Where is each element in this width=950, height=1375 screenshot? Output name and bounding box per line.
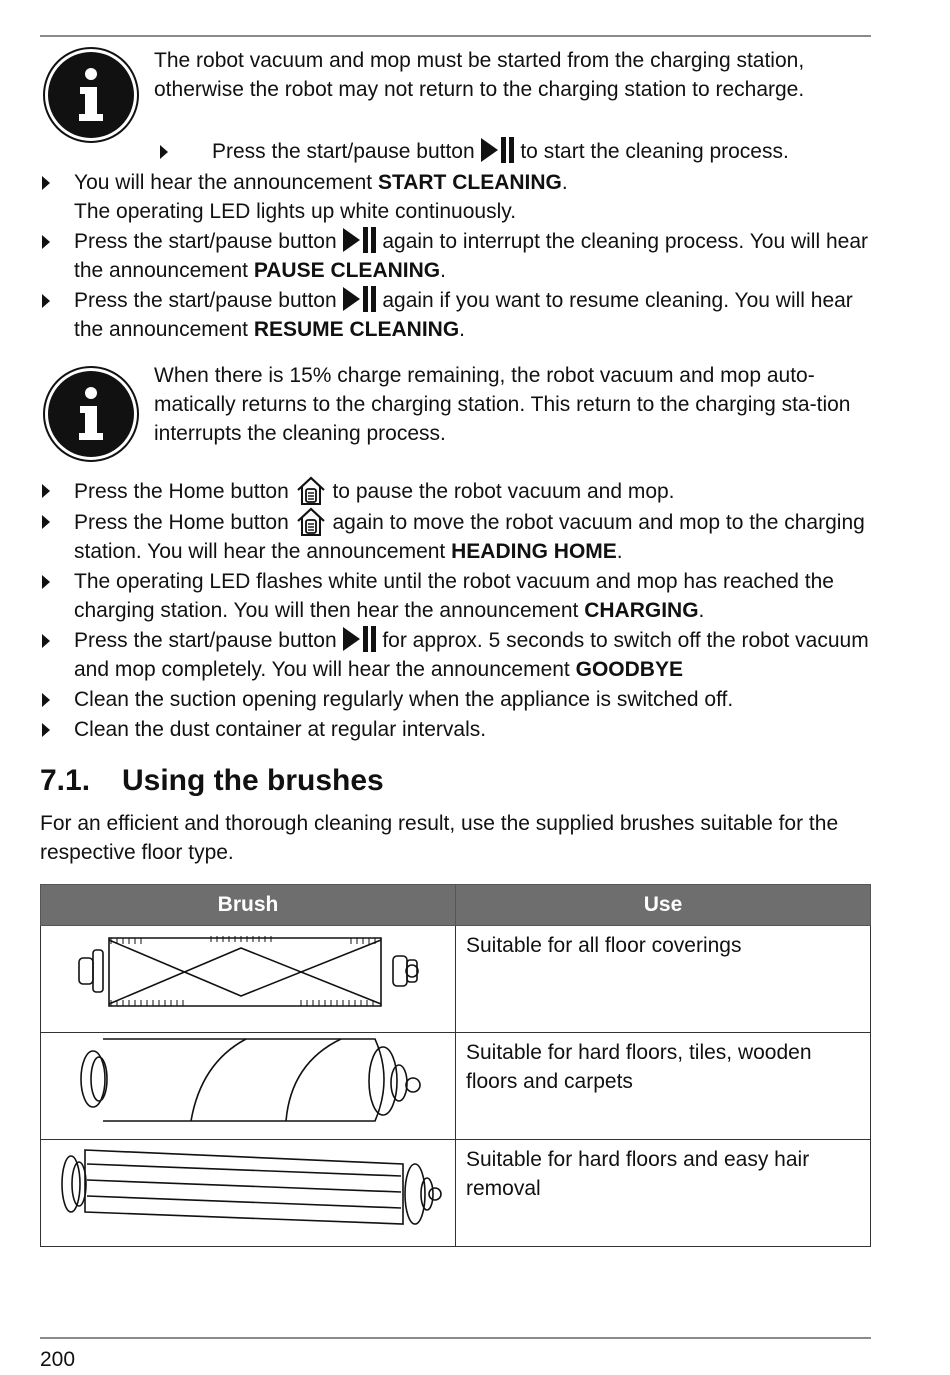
brush-use-text: Suitable for all floor coverings [456, 926, 871, 1033]
item-text-line2: The operating LED lights up white continuously. [74, 200, 517, 223]
item-text-after-icon: again to move the robot vacuum and mop to the charging station. You will hear the announcement [74, 511, 865, 563]
brush-use-text: Suitable for hard floors, tiles, wooden floors and carpets [456, 1033, 871, 1140]
instruction-list-1 [40, 168, 880, 345]
rubber-brush-illustration [41, 1140, 455, 1236]
item-text-after-icon: again to interrupt the cleaning process. You will hear the announcement [74, 230, 868, 282]
item-text: Clean the suction opening regularly when the appliance is switched off. [74, 688, 734, 711]
list-item [40, 168, 880, 226]
table-row [41, 926, 871, 1033]
item-text-after-icon: for approx. 5 seconds to switch off the robot vacuum and mop completely. You will hear the announcement [74, 629, 869, 681]
item-text: Press the start/pause button [74, 629, 337, 652]
item-text-end: . [616, 540, 623, 563]
sub-step-text-before: Press the start/pause button [212, 140, 475, 163]
sub-step-text-after: to start the cleaning process. [520, 140, 789, 163]
list-item [40, 507, 880, 566]
triangle-bullet-icon [42, 693, 50, 707]
home-icon [295, 476, 327, 506]
item-text-end: . [440, 259, 446, 282]
announcement-label: CHARGING [584, 599, 699, 622]
roller-brush-illustration [41, 1033, 455, 1129]
triangle-bullet-icon [42, 634, 50, 648]
header-use: Use [456, 885, 871, 926]
brush-image-cell [41, 1033, 456, 1140]
announcement-label: RESUME CLEANING [253, 318, 460, 341]
list-item [40, 227, 880, 285]
triangle-bullet-icon [42, 176, 50, 190]
bottom-rule [40, 1337, 871, 1339]
info-text-start: The robot vacuum and mop must be started from the charging station, otherwise the robot may not return to the charging station to recharge. [154, 49, 805, 101]
item-text: The operating LED flashes white until the robot vacuum and mop has reached the charging station. You will then hear the announcement [74, 570, 834, 622]
item-text: You will hear the announcement [74, 171, 378, 194]
triangle-bullet-icon [160, 145, 168, 159]
item-text: Press the start/pause button [74, 289, 337, 312]
triangle-bullet-icon [42, 294, 50, 308]
table-row [41, 1140, 871, 1247]
item-text-end: . [459, 318, 466, 341]
item-text: Press the Home button [74, 480, 289, 503]
section-intro: For an efficient and thorough cleaning result, use the supplied brushes suitable for the respective floor type. [40, 812, 839, 864]
triangle-bullet-icon [42, 723, 50, 737]
top-rule [40, 35, 871, 37]
triangle-bullet-icon [42, 484, 50, 498]
table-header-row [41, 885, 871, 926]
brush-table [40, 884, 871, 1247]
info-icon [42, 46, 140, 144]
instruction-list-2 [40, 476, 880, 745]
list-item [40, 626, 880, 684]
item-text: Press the Home button [74, 511, 289, 534]
triangle-bullet-icon [42, 235, 50, 249]
announcement-label: GOODBYE [575, 658, 683, 681]
header-brush: Brush [41, 885, 456, 926]
brush-image-cell [41, 1140, 456, 1247]
brush-use-text: Suitable for hard floors and easy hair removal [456, 1140, 871, 1247]
triangle-bullet-icon [42, 515, 50, 529]
play-pause-icon [343, 227, 377, 253]
item-text-after-icon: to pause the robot vacuum and mop. [332, 480, 675, 503]
play-pause-icon [481, 137, 515, 163]
triangle-bullet-icon [42, 575, 50, 589]
home-icon [295, 507, 327, 537]
bristle-brush-illustration [41, 926, 455, 1022]
item-text-after-icon: again if you want to resume cleaning. You will hear the announcement [74, 289, 853, 341]
table-row [41, 1033, 871, 1140]
list-item [40, 476, 880, 506]
list-item [40, 567, 880, 625]
list-item [40, 715, 880, 744]
item-text: Press the start/pause button [74, 230, 337, 253]
announcement-label: PAUSE CLEANING [253, 259, 441, 282]
play-pause-icon [343, 286, 377, 312]
item-text-end: . [561, 171, 568, 194]
page-number: 200 [40, 1348, 76, 1371]
list-item [40, 286, 880, 344]
section-heading [40, 764, 384, 798]
announcement-label: START CLEANING [377, 171, 562, 194]
list-item [40, 685, 880, 714]
item-text-end: . [698, 599, 705, 622]
info-text-low-charge: When there is 15% charge remaining, the robot vacuum and mop auto-matically returns to the charging station. This return to the charging sta-tion interrupts the cleaning process. [154, 364, 851, 445]
play-pause-icon [343, 626, 377, 652]
section-number: 7.1. [40, 764, 91, 797]
sub-step [160, 137, 789, 166]
section-title: Using the brushes [122, 764, 384, 797]
item-text: Clean the dust container at regular intervals. [74, 718, 487, 741]
brush-image-cell [41, 926, 456, 1033]
info-icon [42, 365, 140, 463]
announcement-label: HEADING HOME [451, 540, 617, 563]
